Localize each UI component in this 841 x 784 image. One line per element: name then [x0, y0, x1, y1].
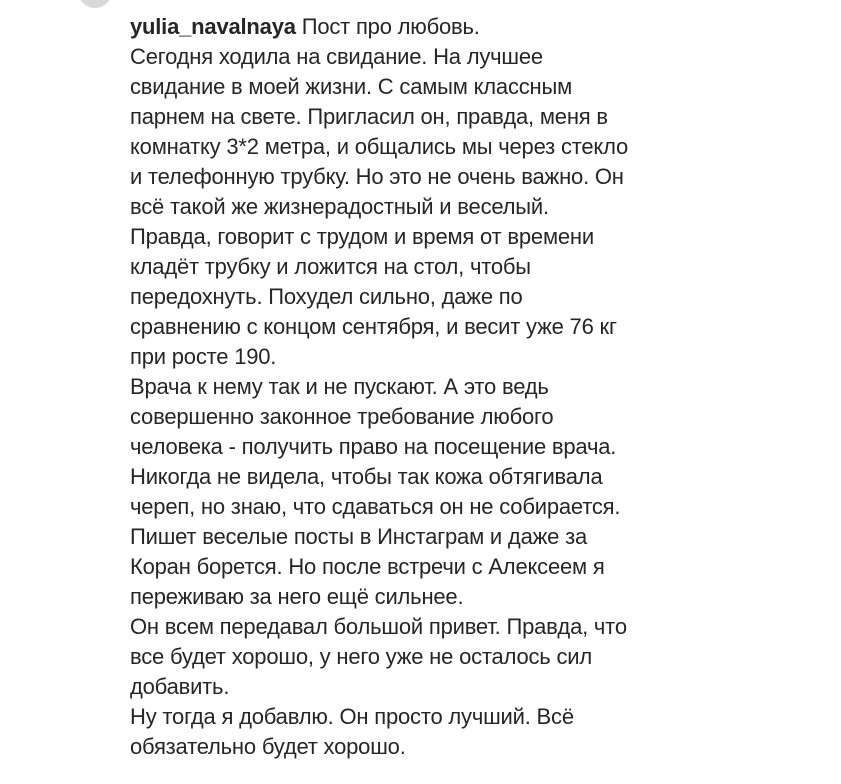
caption-line: человека - получить право на посещение врача.: [130, 434, 617, 459]
caption-text: Пост про любовь.: [301, 14, 480, 39]
caption-line: при росте 190.: [130, 344, 277, 369]
caption-line: Ну тогда я добавлю. Он просто лучший. Всё: [130, 704, 574, 729]
caption-line: все будет хорошо, у него уже не осталось сил: [130, 644, 592, 669]
caption-line: Никогда не видела, чтобы так кожа обтягивала: [130, 464, 603, 489]
post-caption: [130, 12, 690, 762]
caption-line: парнем на свете. Пригласил он, правда, меня в: [130, 104, 608, 129]
caption-line: Коран борется. Но после встречи с Алексеем я: [130, 554, 605, 579]
caption-line: Пишет веселые посты в Инстаграм и даже за: [130, 524, 587, 549]
caption-line: Сегодня ходила на свидание. На лучшее: [130, 44, 543, 69]
caption-line: добавить.: [130, 674, 230, 699]
caption-line-first: [130, 12, 690, 42]
caption-line: сравнению с концом сентября, и весит уже 76 кг: [130, 314, 617, 339]
caption-line: Правда, говорит с трудом и время от времени: [130, 224, 594, 249]
caption-line: Он всем передавал большой привет. Правда, что: [130, 614, 627, 639]
caption-line: череп, но знаю, что сдаваться он не собирается.: [130, 494, 621, 519]
caption-line: и телефонную трубку. Но это не очень важно. Он: [130, 164, 624, 189]
caption-line: всё такой же жизнерадостный и веселый.: [130, 194, 549, 219]
caption-line: переживаю за него ещё сильнее.: [130, 584, 464, 609]
caption-line: комнатку 3*2 метра, и общались мы через стекло: [130, 134, 629, 159]
avatar[interactable]: [78, 0, 112, 8]
username-link[interactable]: yulia_navalnaya: [130, 14, 296, 39]
caption-line: совершенно законное требование любого: [130, 404, 554, 429]
caption-line: свидание в моей жизни. С самым классным: [130, 74, 573, 99]
caption-line: Врача к нему так и не пускают. А это ведь: [130, 374, 549, 399]
caption-line: передохнуть. Похудел сильно, даже по: [130, 284, 523, 309]
caption-line: обязательно будет хорошо.: [130, 734, 406, 759]
caption-line: кладёт трубку и ложится на стол, чтобы: [130, 254, 531, 279]
